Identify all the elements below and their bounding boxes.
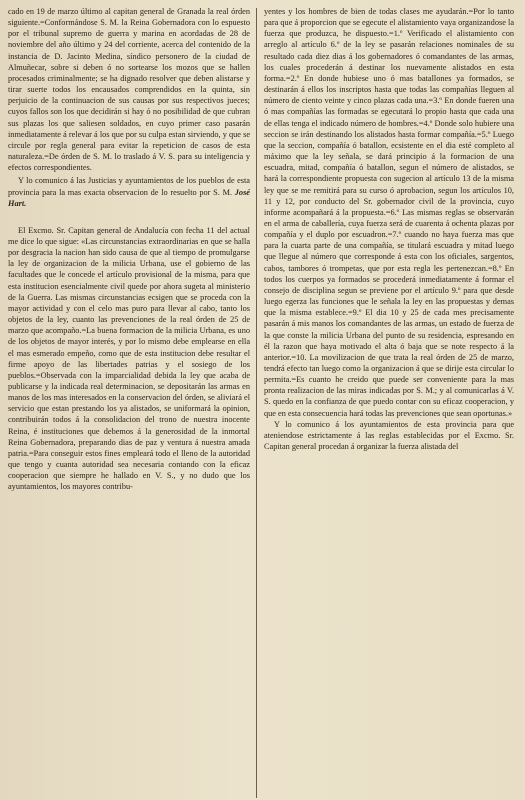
royal-order-paragraph: cado en 19 de marzo último al capitan general de Granada la real órden siguiente.=Conformándose S. M. la Reina Gobernadora con lo espuesto por el tribunal supremo de guerra y marina en acordadas de 28 de noviembre del año último y 24 del corriente, acerca del contenido de la instancia de D. Jacinto Medina, síndico personero de la ciudad de Almuñecar, sobre si deben ó no sortearse los mozos que se hallen procesados criminalmente; se ha dignado resolver que deben alistarse y tirar suerte todos los encausados comprendidos en la quinta, sin perjuicio de la continuacion de sus causas por sus respectivos jueces; cuyos fallos son los que decidirán si hay ó no posibilidad de que cubran sus plazas los que saliesen soldados, en cuyo primer caso pasarán inmediatamente á relevar á los que por su culpa estan sirviendo, y que se circule por regla general para evitar la repeticion de casos de esta naturaleza.=De órden de S. M. lo traslado á V. S. para su inteligencia y efectos correspondientes.: [8, 7, 250, 173]
closing-paragraph: Y lo comunico á los ayuntamientos de esta provincia para que ateniendose estrictamente á las reglas establecidas por el Excmo. Sr. Capitan general procedan á organizar la fuerza alistada del: [264, 419, 514, 452]
signature: José Hart.: [8, 187, 250, 208]
right-column: [257, 6, 514, 800]
communication-text: Y lo comunico á las Justicias y ayuntamientos de los pueblos de esta provincia para la mas exacta observacion de lo resuelto por S. M.: [8, 176, 250, 197]
left-column: [8, 6, 256, 800]
communication-paragraph: [8, 175, 250, 208]
dispositions-paragraph: yentes y los hombres de bien de todas clases me ayudarán.=Por lo tanto para que á proporcion que se egecute el alistamiento vaya organizandose la fuerza que produzca, he dispuesto.=1.º Verificado el alistamiento con arreglo al artículo 6.º de la ley se pasarán relaciones nominales de su resultado cada diez dias á los gobernadores ó comandantes de las armas, los cuales procederán á destinar los nuevamente alistados en esta forma.=2.º En donde hubiese uno ó mas batallones ya formados, se destinarán á ellos los inscriptos hasta que todas las compañías lleguen al número de ciento veinte y cinco plazas cada una.=3.º En donde fueren una ó mas compañías las formadas se egecutará lo propio hasta que cada una de ellas tenga el indicado número de hombres.=4.º Donde solo hubiere una seccion se irán destinando los alistados hasta formar compañía.=5.º Luego que la seccion, compañía ó batallon, ecsistente en el dia esté completo al máximo que la ley señala, se dará principio á la formacion de una escuadra, mitad, compañía ó batallon, segun el número de alistados, se hará la correspondiente propuesta con sugecion al artículo 13 de la misma ley que se me remitirá para su curso ó aprobacion, segun los artículos 10, 11 y 12, por conducto del Sr. gobernador civil de la provincia, cuyo informe acompañará á la propuesta.=6.º Las mismas reglas se observarán en el arma de caballería, cuya fuerza será de cuarenta á ochenta plazas por compañía y el duplo por escuadron.=7.º cuando no haya fuerza mas que para la cuarta parte de una compañía, se titulará escuadra y mitad luego que llegue al número que corresponde á esta con los oficiales, sargentos, cabos, tambores ó trompetas, que por esta regla les pertenezcan.=8.º En todos los cuerpos ya formados se procederá inmediatamente á formar el consejo de disciplina segun se previene por el artículo 9.º para que desde luego egerza las funciones que le señala la ley en las propuestas y demas que la misma establece.=9.º El dia 10 y 25 de cada mes precisamente pasarán á mis manos los comandantes de las armas, un estado de fuerza de la que conste la milicia Urbana del punto de su residencia, espresando en él la razon que haya motivado el alta ó baja que se note respecto á la anterior.=10. La movilizacion de que trata la real órden de 25 de marzo, tendrá efecto tan luego como la organizacion á que se dirije esta circular lo permita.=Es cuanto he creido que puede ser conveniente para la mas pronta realizacion de las miras indicadas por S. M.; y al comunicarlas á V. S. quedo en la confianza de que puedo contar con su eficaz cooperacion, y que en esta consecuencia hará todas las prevenciones que sean oportunas.»: [264, 7, 514, 418]
captain-general-paragraph: El Excmo. Sr. Capitan general de Andalucía con fecha 11 del actual me dice lo que sigue: «Las circunstancias extraordinarias en que se halla por desgracia la nacion han sido causa de que al tiempo de promulgarse la ley de organizacion de la milicia Urbana, use el gobierno de las facultades que le concede el artículo provisional de la misma, para que esta institucion esencialmente civil quede por ahora sugeta al ministerio de la Guerra. Las mismas circunstancias ecsigen que se proceda con la mayor actividad y con el celo mas puro para llevar al cabo, tanto los objetos de la ley, cuanto las prevenciones de la real órden de 25 de marzo que acompaño.=La buena formacion de la milicia Urbana, es uno de los objetos de mayor interés, y por lo mismo debe emplearse en ella el mas esmerado empeño, como que de esta institucion debe resultar el firme apoyo de las libertades patrias y el sosiego de los pueblos.=Observada con la imparcialidad debida la ley que acaba de publicarse y la indicada real determinacion, se depositarán las armas en manos de los mas interesados en la conservacion del órden, se aliviará el servicio que estan prestando los ya alistados, se uniformará la opinion, contribuirán todos á la consolidacion del trono de nuestra inocente Reina, é instituciones que debemos á la generosidad de la inmortal Reina Gobernadora, preparando dias de paz y ventura á nuestra amada patria.=Para conseguir estos fines empleará todo el lleno de la autoridad que tengo y cuanta autoridad sea necesaria contando con la eficaz cooperacion que siempre he hallado en V. S., y no dudo que los ayuntamientos, los mayores contribu-: [8, 225, 250, 492]
two-column-layout: [8, 6, 519, 800]
